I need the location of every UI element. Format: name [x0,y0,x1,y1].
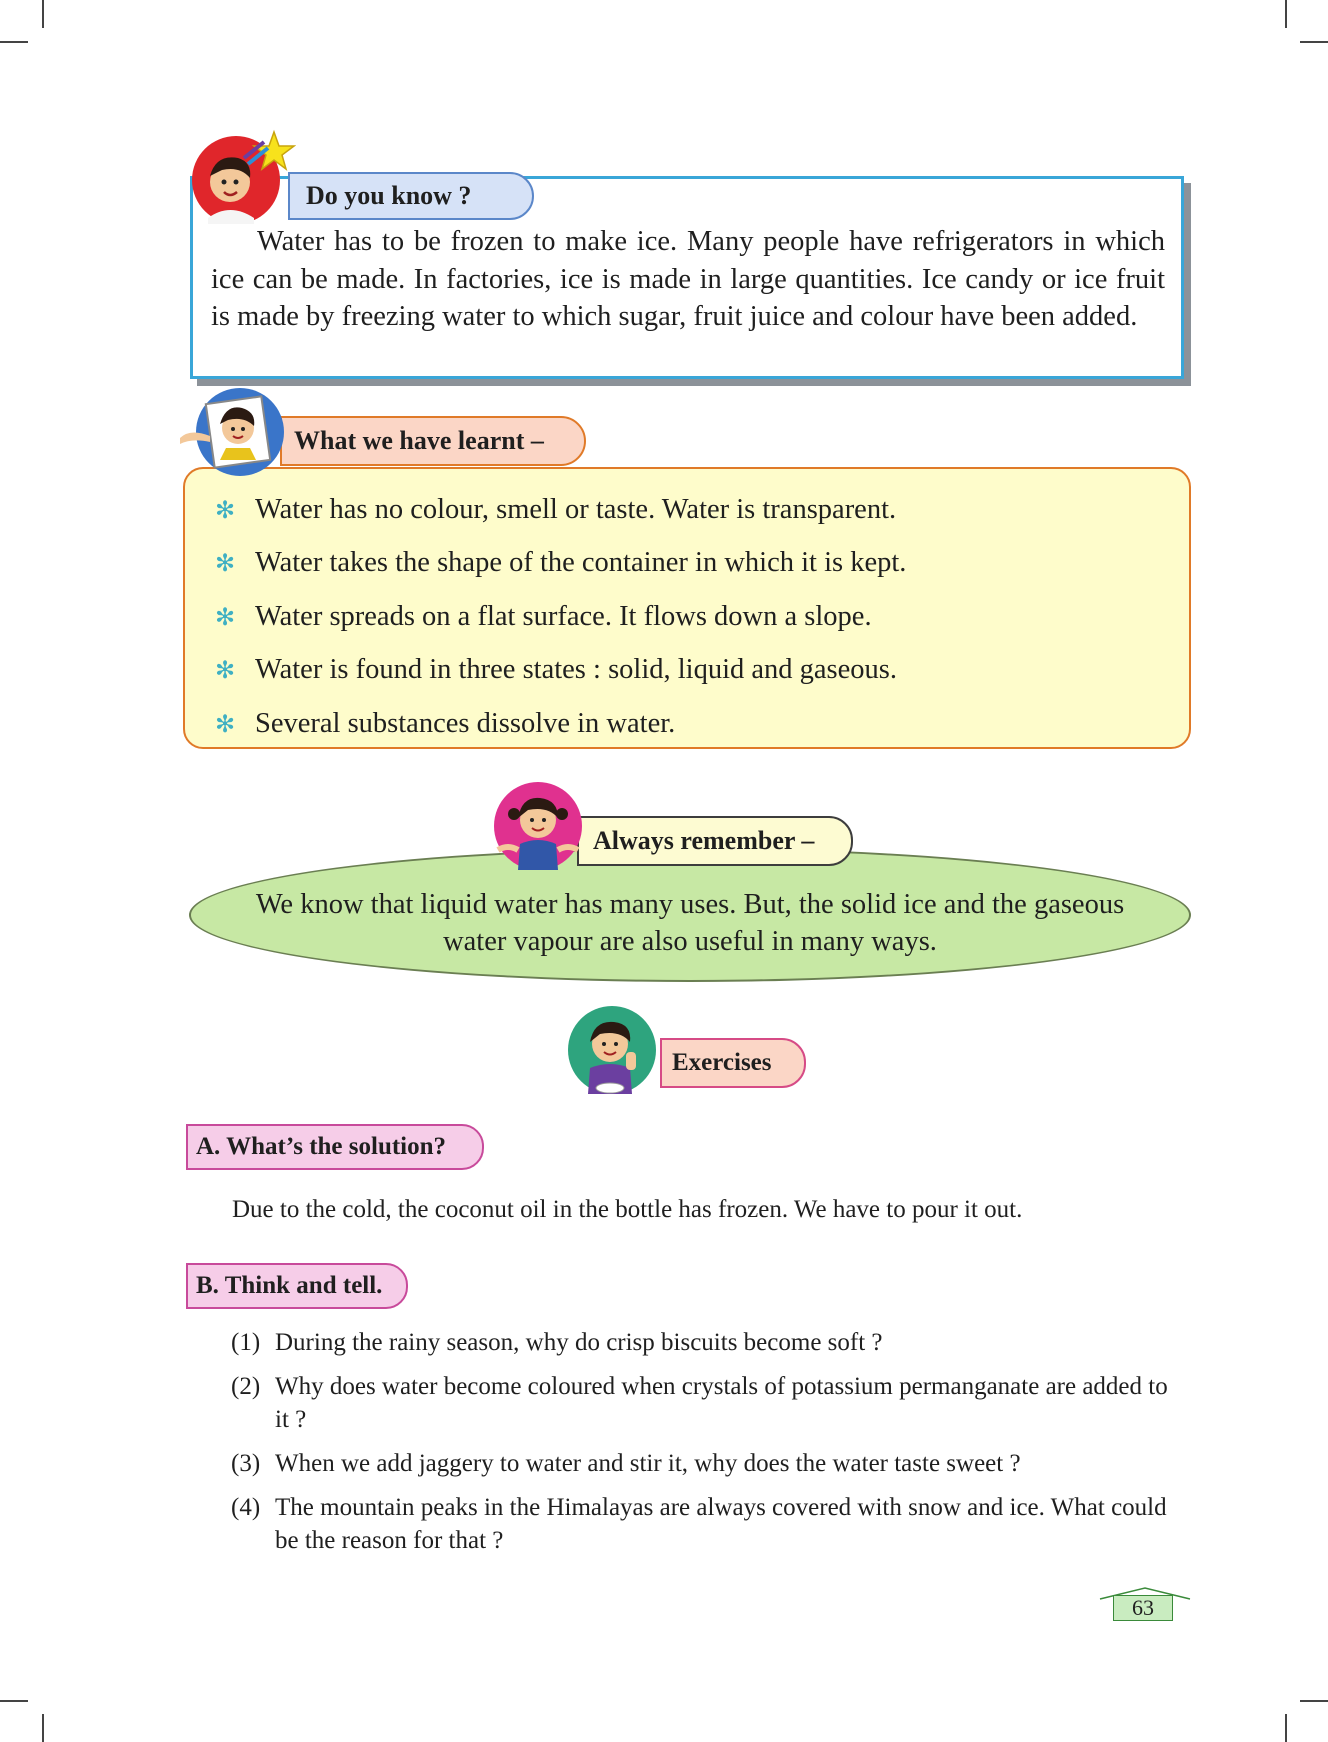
asterisk-bullet-icon: ✻ [215,495,236,524]
list-item: ✻ Water is found in three states : solid, liquid and gaseous. [215,654,898,686]
asterisk-bullet-icon: ✻ [215,709,236,738]
crop-mark [1300,41,1328,43]
do-you-know-text: Water has to be frozen to make ice. Many people have refrigerators in which ice can be made. In factories, ice is made in large quantities. Ice candy or ice fruit is made by freezing water to which sugar, fruit juice and colour have been added. [211,226,1165,332]
page-number-badge [1098,1586,1192,1622]
crop-mark [1300,1700,1328,1702]
page-number: 63 [1113,1595,1173,1621]
remember-title: Always remember – [577,816,853,866]
crop-mark [0,1700,28,1702]
list-item: ✻ Several substances dissolve in water. [215,707,676,739]
list-item: (2) Why does water become coloured when crystals of potassium permanganate are added to it ? [231,1373,1168,1433]
section-a-text: Due to the cold, the coconut oil in the bottle has frozen. We have to pour it out. [232,1196,1023,1223]
remember-ellipse [189,848,1191,982]
list-item: (1) During the rainy season, why do crisp biscuits become soft ? [231,1329,883,1356]
girl-shrug-mascot-icon [484,778,588,874]
list-item: (4) The mountain peaks in the Himalayas are always covered with snow and ice. What could be the reason for that ? [231,1494,1167,1554]
exercises-title: Exercises [660,1038,806,1088]
learnt-list [215,483,906,751]
list-item: ✻ Water has no colour, smell or taste. Water is transparent. [215,493,897,525]
asterisk-bullet-icon: ✻ [215,549,236,578]
remember-text: We know that liquid water has many uses. But, the solid ice and the gaseous water vapour are also useful in many ways. [255,889,1125,957]
list-item: ✻ Water takes the shape of the container in which it is kept. [215,547,907,579]
crop-mark [42,0,44,28]
crop-mark [1285,1714,1287,1742]
list-item: ✻ Water spreads on a flat surface. It flows down a slope. [215,600,872,632]
asterisk-bullet-icon: ✻ [215,602,236,631]
do-you-know-title: Do you know ? [288,172,534,220]
learnt-title: What we have learnt – [280,416,586,466]
boy-star-mascot-icon [186,128,296,228]
crop-mark [1285,0,1287,28]
crop-mark [42,1714,44,1742]
learnt-box [183,467,1191,749]
asterisk-bullet-icon: ✻ [215,656,236,685]
girl-frame-mascot-icon [180,386,292,482]
boy-thumbs-up-mascot-icon [562,1000,668,1100]
crop-mark [0,41,28,43]
section-b-label: B. Think and tell. [186,1263,408,1309]
section-a-label: A. What’s the solution? [186,1124,484,1170]
list-item: (3) When we add jaggery to water and stir it, why does the water taste sweet ? [231,1450,1021,1477]
question-list [231,1326,1171,1568]
